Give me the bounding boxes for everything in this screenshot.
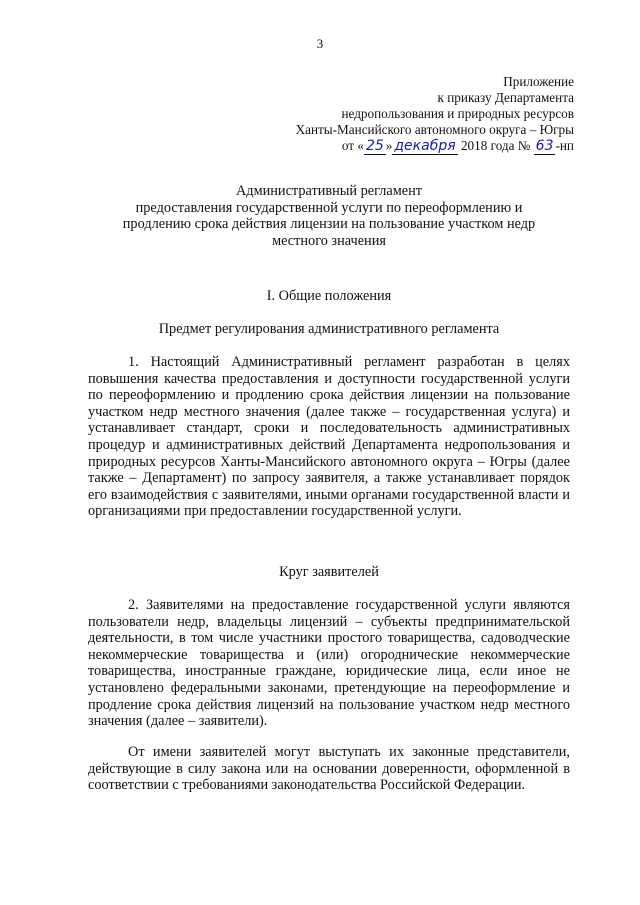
date-year: 2018 года № — [460, 138, 531, 153]
appendix-order-ref: к приказу Департамента — [437, 90, 574, 105]
date-day-handwritten: 25 — [365, 138, 384, 154]
paragraph-3: От имени заявителей могут выступать их законные представители, действующие в силу закона или на основании доверенности, оформленной в соответствии с требованиями законодательства Российской Федерации. — [88, 744, 570, 794]
title-line-4: местного значения — [272, 232, 386, 249]
subsection-heading-applicants: Круг заявителей — [279, 564, 379, 580]
title-line-1: Административный регламент — [235, 183, 423, 199]
appendix-header — [254, 74, 574, 154]
title-line-2: предоставления государственной услуги по переоформлению и — [135, 199, 523, 216]
section-heading: I. Общие положения — [266, 288, 392, 304]
title-line-3: продлению срока действия лицензии на пользование участком недр — [122, 216, 536, 233]
order-number-suffix: -нп — [555, 138, 574, 153]
date-mid: » — [385, 138, 393, 153]
date-month-handwritten: декабря — [394, 138, 456, 154]
order-number-handwritten: 63 — [535, 138, 554, 154]
paragraph-1: 1. Настоящий Административный регламент разработан в целях повышения качества предоставления и доступности государственной услуги по переоформлению и продлению срока действия лицензии на пользование участком недр местного значения (далее также – государственная услуга) и устанавливает стандарт, сроки и последовательность административных процедур и административных действий Департамента недропользования и природных ресурсов Ханты-Мансийского автономного округа – Югры (далее также – Департамент) по запросу заявителя, а также устанавливает порядок его взаимодействия с заявителями, иными органами государственной власти и организациями при предоставлении государственной услуги. — [88, 354, 570, 520]
document-title — [88, 183, 570, 249]
appendix-label: Приложение — [503, 74, 574, 89]
subsection-heading-subject: Предмет регулирования административного регламента — [158, 321, 500, 337]
date-prefix: от « — [341, 138, 364, 153]
appendix-date-line — [254, 138, 574, 154]
appendix-region: Ханты-Мансийского автономного округа – Югры — [295, 122, 574, 137]
page-number: 3 — [316, 36, 324, 51]
paragraph-2: 2. Заявителями на предоставление государственной услуги являются пользователи недр, владельцы лицензий – субъекты предпринимательской деятельности, в том числе участники простого товарищества, садоводческие некоммерческие товарищества и (или) огороднические некоммерческие товарищества, иностранные граждане, юридические лица, если иное не установлено федеральными законами, претендующие на переоформление и продление срока действия лицензий на пользование участком недр местного значения (далее – заявители). — [88, 597, 570, 730]
appendix-department: недропользования и природных ресурсов — [341, 106, 574, 121]
